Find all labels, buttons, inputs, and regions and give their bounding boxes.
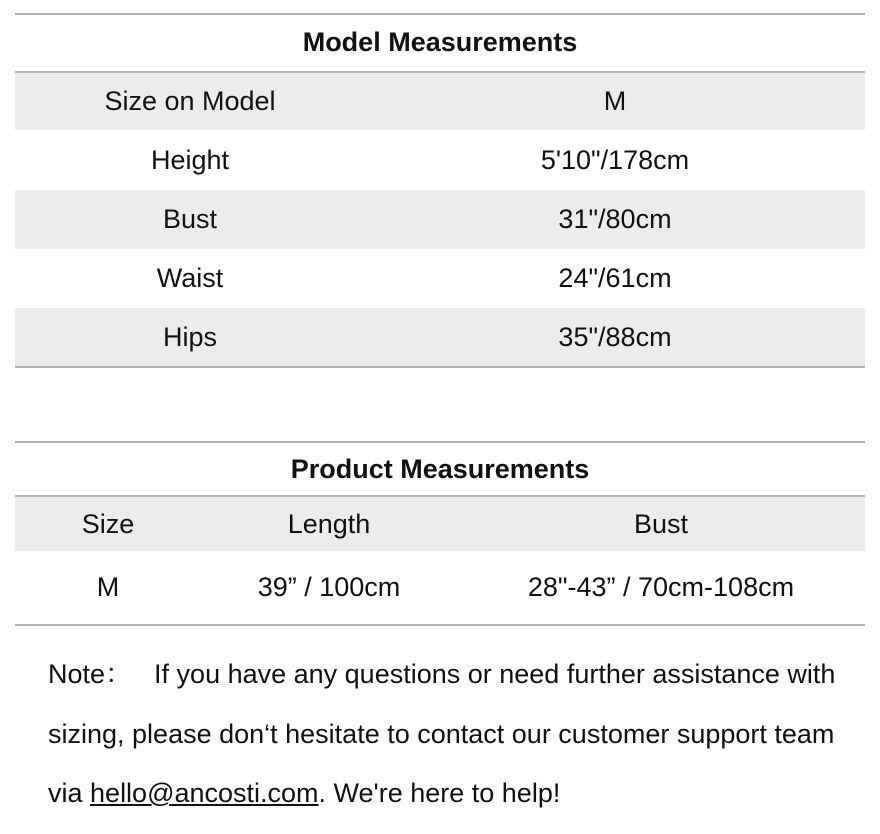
model-row-label: Hips: [162, 321, 217, 352]
product-cell-length: 39” / 100cm: [257, 572, 401, 602]
product-cell-size: M: [96, 572, 120, 602]
product-header-size: Size: [81, 508, 135, 539]
product-header-length: Length: [287, 508, 371, 539]
model-table-title: Model Measurements: [302, 27, 578, 57]
note-text-before-email: If you have any questions or need further assistance with sizing, please don‘t hesitate to contact our customer support team via: [48, 659, 836, 808]
product-table-bottom-rule: [15, 624, 865, 626]
product-header-bust: Bust: [633, 508, 689, 539]
model-row-value: 24"/61cm: [558, 263, 672, 293]
model-row-label: Bust: [162, 204, 218, 234]
model-row-label: Waist: [156, 263, 224, 293]
model-row-value: 35"/88cm: [558, 321, 672, 352]
model-row-value: 31"/80cm: [558, 204, 672, 234]
model-row-value: 5'10"/178cm: [540, 144, 690, 175]
model-row-height: [15, 130, 865, 190]
product-row: [15, 551, 865, 624]
model-table-bottom-rule: [15, 366, 865, 368]
contact-email-link[interactable]: hello@ancosti.com: [90, 778, 319, 808]
product-header-row: [15, 497, 865, 551]
note-prefix: Note：: [48, 659, 133, 689]
model-row-waist: [15, 249, 865, 308]
product-table-title: Product Measurements: [290, 454, 590, 484]
note-text-after-email: . We're here to help!: [318, 778, 561, 808]
sizing-note: [48, 645, 868, 824]
product-cell-bust: 28"-43” / 70cm-108cm: [527, 572, 795, 602]
model-row-value: M: [603, 86, 627, 116]
model-row-label: Size on Model: [104, 86, 276, 116]
model-row-label: Height: [150, 144, 230, 175]
model-row-hips: [15, 308, 865, 366]
model-row-size: [15, 73, 865, 130]
model-row-bust: [15, 190, 865, 249]
